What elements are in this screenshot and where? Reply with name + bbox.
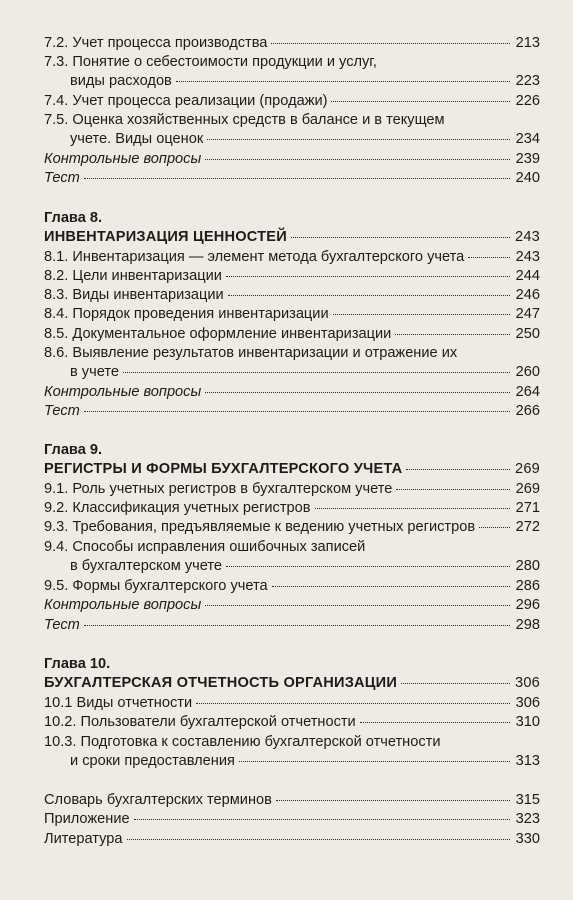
dot-leader: [205, 392, 510, 393]
toc-entry-link[interactable]: [44, 92, 540, 111]
dot-leader: [134, 819, 510, 820]
toc-entry-link[interactable]: [44, 713, 540, 732]
toc-entry-title: 9.5. Формы бухгалтерского учета: [44, 578, 268, 594]
chapter-number: Глава 10.: [44, 656, 111, 672]
toc-entry-title: Тест: [44, 403, 80, 419]
dot-leader: [360, 722, 510, 723]
toc-entry-title: в бухгалтерском учете: [70, 558, 223, 574]
toc-entry-link[interactable]: [44, 577, 540, 596]
toc-entry-title-line: 7.3. Понятие о себестоимости продукции и услуг,: [44, 54, 377, 70]
page-number: 223: [515, 73, 540, 89]
toc-review-entry[interactable]: [44, 596, 540, 615]
dot-leader: [395, 334, 510, 335]
toc-chapter-title[interactable]: [44, 460, 540, 479]
dot-leader: [315, 508, 510, 509]
page-number: 243: [515, 249, 540, 265]
toc-entry-title: в учете: [70, 364, 119, 380]
toc-backmatter-entry[interactable]: [44, 810, 540, 829]
toc-entry-link[interactable]: [70, 72, 540, 91]
dot-leader: [196, 703, 510, 704]
dot-leader: [226, 276, 510, 277]
dot-leader: [396, 489, 510, 490]
toc-entry-link[interactable]: [44, 305, 540, 324]
page-number: 240: [515, 170, 540, 186]
toc-entry-link[interactable]: [44, 325, 540, 344]
dot-leader: [333, 314, 510, 315]
toc-chapter-title[interactable]: [44, 674, 540, 693]
toc-entry-title-line: 10.3. Подготовка к составлению бухгалтерской отчетности: [44, 734, 441, 750]
toc-entry-link[interactable]: [44, 267, 540, 286]
dot-leader: [272, 586, 510, 587]
toc-entry-link[interactable]: [44, 480, 540, 499]
toc-entry-title: БУХГАЛТЕРСКАЯ ОТЧЕТНОСТЬ ОРГАНИЗАЦИИ: [44, 675, 398, 691]
toc-entry-title: 7.4. Учет процесса реализации (продажи): [44, 93, 328, 109]
toc-entry-link[interactable]: [44, 248, 540, 267]
toc-entry-title: 10.1 Виды отчетности: [44, 695, 193, 711]
toc-entry-link[interactable]: [70, 130, 540, 149]
dot-leader: [401, 683, 510, 684]
toc-entry-title: Тест: [44, 170, 80, 186]
toc-entry-link[interactable]: [44, 499, 540, 518]
toc-review-entry[interactable]: [44, 616, 540, 635]
page-number: 280: [515, 558, 540, 574]
toc-entry-title: Контрольные вопросы: [44, 597, 202, 613]
toc-entry-title: учете. Виды оценок: [70, 131, 204, 147]
toc-entry-link[interactable]: [70, 363, 540, 382]
toc-entry-title: РЕГИСТРЫ И ФОРМЫ БУХГАЛТЕРСКОГО УЧЕТА: [44, 461, 403, 477]
dot-leader: [276, 800, 510, 801]
page-number: 323: [515, 811, 540, 827]
dot-leader: [205, 159, 510, 160]
page-number: 306: [515, 675, 540, 691]
toc-entry-link[interactable]: [70, 557, 540, 576]
toc-entry-title-line: 8.6. Выявление результатов инвентаризации и отражение их: [44, 345, 458, 361]
toc-entry-title: 8.5. Документальное оформление инвентаризации: [44, 326, 392, 342]
toc-entry-title: Литература: [44, 831, 123, 847]
page-number: 234: [515, 131, 540, 147]
page-number: 271: [515, 500, 540, 516]
dot-leader: [331, 101, 510, 102]
toc-entry-title-line: 9.4. Способы исправления ошибочных записей: [44, 539, 366, 555]
toc-entry-link[interactable]: [70, 752, 540, 771]
toc-entry-title: ИНВЕНТАРИЗАЦИЯ ЦЕННОСТЕЙ: [44, 229, 287, 245]
toc-entry-title: 8.4. Порядок проведения инвентаризации: [44, 306, 329, 322]
dot-leader: [84, 411, 510, 412]
toc-review-entry[interactable]: [44, 383, 540, 402]
dot-leader: [207, 139, 510, 140]
toc-entry-link[interactable]: [44, 518, 540, 537]
toc-entry-title: Приложение: [44, 811, 130, 827]
page-number: 330: [515, 831, 540, 847]
toc-review-entry[interactable]: [44, 402, 540, 421]
toc-entry-title-line: 7.5. Оценка хозяйственных средств в балансе и в текущем: [44, 112, 445, 128]
toc-backmatter-entry[interactable]: [44, 830, 540, 849]
page-number: 298: [515, 617, 540, 633]
toc-entry-title: и сроки предоставления: [70, 753, 235, 769]
page-number: 269: [515, 461, 540, 477]
toc-entry-link[interactable]: [44, 286, 540, 305]
page-number: 243: [515, 229, 540, 245]
toc-entry-title: 8.2. Цели инвентаризации: [44, 268, 222, 284]
toc-entry-title: 10.2. Пользователи бухгалтерской отчетности: [44, 714, 356, 730]
dot-leader: [226, 566, 510, 567]
toc-chapter-title[interactable]: [44, 228, 540, 247]
page-number: 239: [515, 151, 540, 167]
page-number: 306: [515, 695, 540, 711]
toc-review-entry[interactable]: [44, 150, 540, 169]
page-number: 226: [515, 93, 540, 109]
toc-entry-title: 8.1. Инвентаризация — элемент метода бухгалтерского учета: [44, 249, 465, 265]
dot-leader: [468, 257, 510, 258]
toc-entry-title: Контрольные вопросы: [44, 384, 202, 400]
dot-leader: [84, 178, 510, 179]
page-number: 244: [515, 268, 540, 284]
dot-leader: [239, 761, 510, 762]
toc-entry-title: 7.2. Учет процесса производства: [44, 35, 268, 51]
page-number: 272: [515, 519, 540, 535]
dot-leader: [406, 469, 510, 470]
page-number: 269: [515, 481, 540, 497]
dot-leader: [123, 372, 510, 373]
toc-entry-title: Тест: [44, 617, 80, 633]
page-number: 260: [515, 364, 540, 380]
chapter-number: Глава 8.: [44, 210, 103, 226]
page-number: 247: [515, 306, 540, 322]
dot-leader: [479, 527, 510, 528]
page-number: 313: [515, 753, 540, 769]
dot-leader: [228, 295, 510, 296]
page-number: 296: [515, 597, 540, 613]
toc-entry-title: 9.3. Требования, предъявляемые к ведению учетных регистров: [44, 519, 476, 535]
dot-leader: [205, 605, 510, 606]
dot-leader: [176, 81, 510, 82]
dot-leader: [271, 43, 510, 44]
toc-entry-title: виды расходов: [70, 73, 172, 89]
toc-entry-title: 9.2. Классификация учетных регистров: [44, 500, 311, 516]
toc-entry-link[interactable]: [44, 34, 540, 53]
toc-entry-title: Словарь бухгалтерских терминов: [44, 792, 272, 808]
toc-review-entry[interactable]: [44, 169, 540, 188]
toc-entry-title: 9.1. Роль учетных регистров в бухгалтерском учете: [44, 481, 393, 497]
toc-entry-title: 8.3. Виды инвентаризации: [44, 287, 224, 303]
dot-leader: [127, 839, 511, 840]
dot-leader: [84, 625, 510, 626]
page-number: 310: [515, 714, 540, 730]
toc-entry-title: Контрольные вопросы: [44, 151, 202, 167]
page-number: 266: [515, 403, 540, 419]
dot-leader: [291, 237, 510, 238]
page-number: 250: [515, 326, 540, 342]
chapter-number: Глава 9.: [44, 442, 103, 458]
toc-backmatter-entry[interactable]: [44, 791, 540, 810]
page-number: 246: [515, 287, 540, 303]
page-number: 213: [515, 35, 540, 51]
page-number: 286: [515, 578, 540, 594]
page-number: 315: [515, 792, 540, 808]
page-number: 264: [515, 384, 540, 400]
toc-entry-link[interactable]: [44, 694, 540, 713]
